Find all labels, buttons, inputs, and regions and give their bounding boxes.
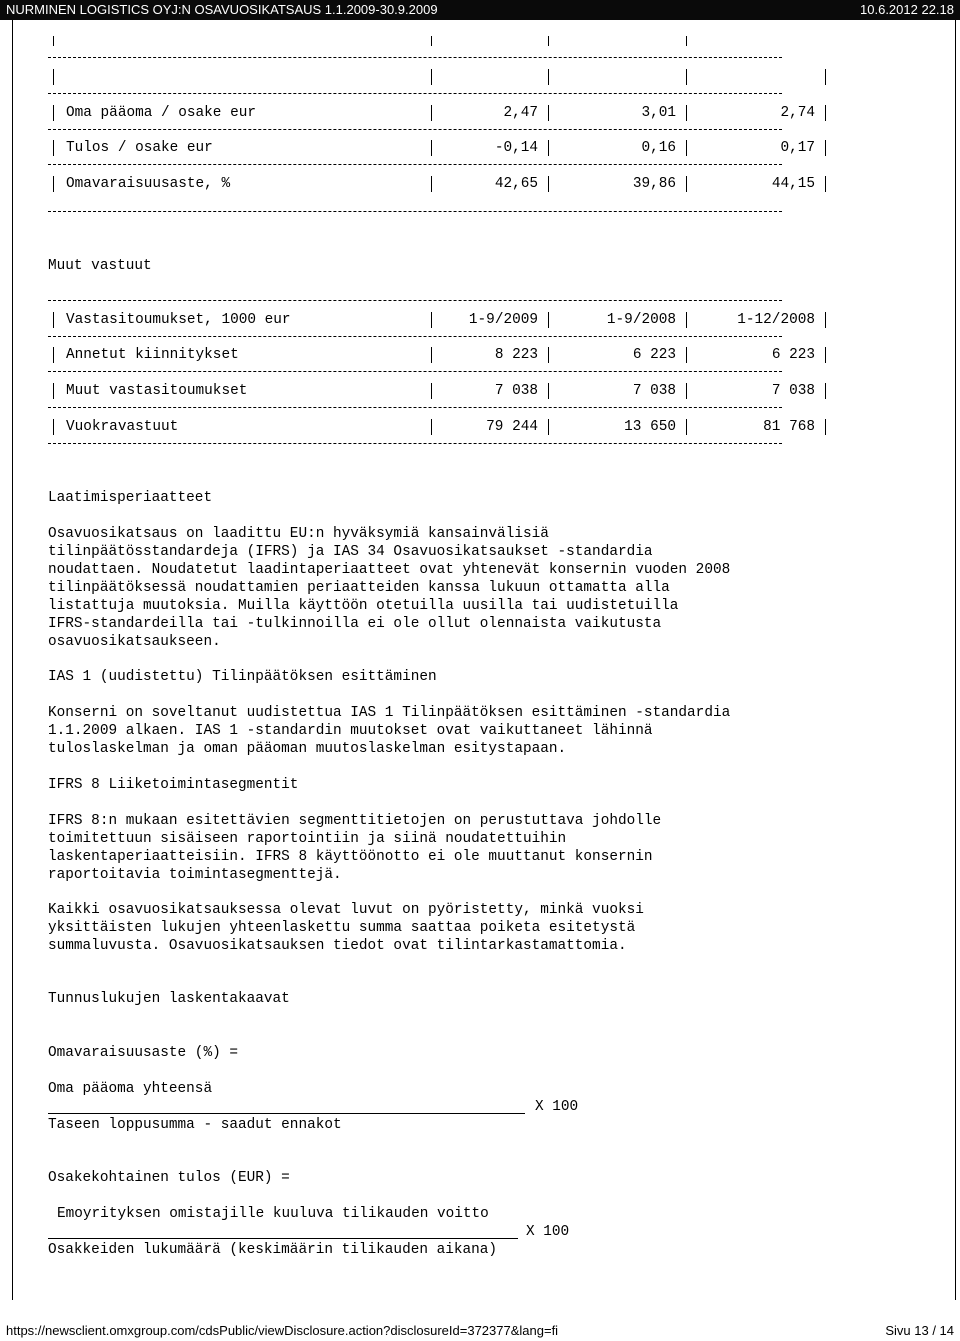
row-label: Annetut kiinnitykset xyxy=(66,347,239,363)
paragraph-laatimisperiaatteet: Osavuosikatsaus on laadittu EU:n hyväksymiä kansainvälisiä tilinpäätösstandardeja (IFRS) ja IAS 34 Osavuosikatsaukset -standardia noudattaen. Noudatetut laadintaperiaatteet ovat yhtenevät konsernin vuoden 2008 tilinpäätöksessä noudattamien periaatteiden kanssa lukuun ottamatta alla listattuja muutoksia. Muilla käyttöön otetuilla uusilla tai uudistetuilla IFRS-standardeilla tai -tulkinnoilla ei ole ollut olennaista vaikutusta osavuosikatsaukseen. xyxy=(48,526,731,650)
table-row xyxy=(48,418,815,436)
formula-numerator: Oma pääoma yhteensä xyxy=(48,1081,213,1097)
value-col1: 42,65 xyxy=(494,176,538,192)
header-label: Vastasitoumukset, 1000 eur xyxy=(66,312,291,328)
row-label: Oma pääoma / osake eur xyxy=(66,105,256,121)
value-col1: 7 038 xyxy=(494,383,538,399)
formula-osakekohtainen-title: Osakekohtainen tulos (EUR) = xyxy=(48,1170,290,1186)
table-row xyxy=(48,175,815,193)
value-col2: 13 650 xyxy=(624,419,676,435)
value-col3: 2,74 xyxy=(780,105,815,121)
value-col1: 2,47 xyxy=(503,105,538,121)
value-col1: 8 223 xyxy=(494,347,538,363)
header-col1: 1-9/2009 xyxy=(468,312,538,328)
value-col2: 39,86 xyxy=(632,176,676,192)
multiplier-label: X 100 xyxy=(526,1224,570,1240)
table-row xyxy=(48,346,815,364)
frame-right-border xyxy=(955,20,956,1300)
row-label: Omavaraisuusaste, % xyxy=(66,176,231,192)
table-row xyxy=(48,104,815,122)
table-header-row xyxy=(48,311,815,329)
value-col3: 44,15 xyxy=(771,176,815,192)
value-col2: 0,16 xyxy=(641,140,676,156)
value-col2: 7 038 xyxy=(632,383,676,399)
header-col3: 1-12/2008 xyxy=(737,312,815,328)
print-date: 10.6.2012 22.18 xyxy=(860,2,954,17)
fraction-line xyxy=(48,1238,518,1239)
header-col2: 1-9/2008 xyxy=(606,312,676,328)
paragraph-rounding: Kaikki osavuosikatsauksessa olevat luvut on pyöristetty, minkä vuoksi yksittäisten lukujen yhteenlaskettu summa saattaa poiketa esitetystä summaluvusta. Osavuosikatsauksen tiedot ovat tilintarkastamattomia. xyxy=(48,902,644,954)
row-label: Vuokravastuut xyxy=(66,419,179,435)
table-row xyxy=(48,382,815,400)
section-heading-muut-vastuut: Muut vastuut xyxy=(48,258,152,274)
paragraph-ias1: Konserni on soveltanut uudistettua IAS 1 Tilinpäätöksen esittäminen -standardia 1.1.2009 alkaen. IAS 1 -standardin muutokset ovat vaikuttaneet lähinnä tuloslaskelman ja oman pääoman muutoslaskelman esitystapaan. xyxy=(48,705,731,757)
row-label: Tulos / osake eur xyxy=(66,140,213,156)
fraction-line xyxy=(48,1113,525,1114)
multiplier-label: X 100 xyxy=(535,1099,579,1115)
value-col3: 81 768 xyxy=(763,419,815,435)
value-col3: 0,17 xyxy=(780,140,815,156)
value-col1: 79 244 xyxy=(486,419,538,435)
formula-denominator: Osakkeiden lukumäärä (keskimäärin tilikauden aikana) xyxy=(48,1242,498,1258)
value-col1: -0,14 xyxy=(494,140,538,156)
row-label: Muut vastasitoumukset xyxy=(66,383,248,399)
formula-denominator: Taseen loppusumma - saadut ennakot xyxy=(48,1117,342,1133)
value-col2: 6 223 xyxy=(632,347,676,363)
section-heading-laatimisperiaatteet: Laatimisperiaatteet xyxy=(48,490,213,506)
section-heading-tunnusluvut: Tunnuslukujen laskentakaavat xyxy=(48,991,290,1007)
section-heading-ias1: IAS 1 (uudistettu) Tilinpäätöksen esittäminen xyxy=(48,669,437,685)
frame-left-border xyxy=(12,20,13,1300)
section-heading-ifrs8: IFRS 8 Liiketoimintasegmentit xyxy=(48,777,299,793)
page-header xyxy=(0,0,960,20)
value-col2: 3,01 xyxy=(641,105,676,121)
value-col3: 6 223 xyxy=(771,347,815,363)
source-url-link[interactable]: https://newsclient.omxgroup.com/cdsPublic/viewDisclosure.action?disclosureId=372377&lang=fi xyxy=(6,1323,559,1338)
formula-omavaraisuusaste-title: Omavaraisuusaste (%) = xyxy=(48,1045,238,1061)
formula-numerator: Emoyrityksen omistajille kuuluva tilikauden voitto xyxy=(57,1206,489,1222)
page-footer xyxy=(0,1321,960,1341)
value-col3: 7 038 xyxy=(771,383,815,399)
page-number: Sivu 13 / 14 xyxy=(885,1323,954,1338)
document-title: NURMINEN LOGISTICS OYJ:N OSAVUOSIKATSAUS 1.1.2009-30.9.2009 xyxy=(6,2,438,17)
table-row-cutoff xyxy=(48,36,783,46)
table-row-empty xyxy=(48,68,783,86)
table-row xyxy=(48,139,815,157)
paragraph-ifrs8: IFRS 8:n mukaan esitettävien segmenttitietojen on perustuttava johdolle toimitettuun sisäiseen raportointiin ja siinä noudatettuihin laskentaperiaatteisiin. IFRS 8 käyttöönotto ei ole muuttanut konsernin raportoitavia toimintasegmenttejä. xyxy=(48,813,662,883)
